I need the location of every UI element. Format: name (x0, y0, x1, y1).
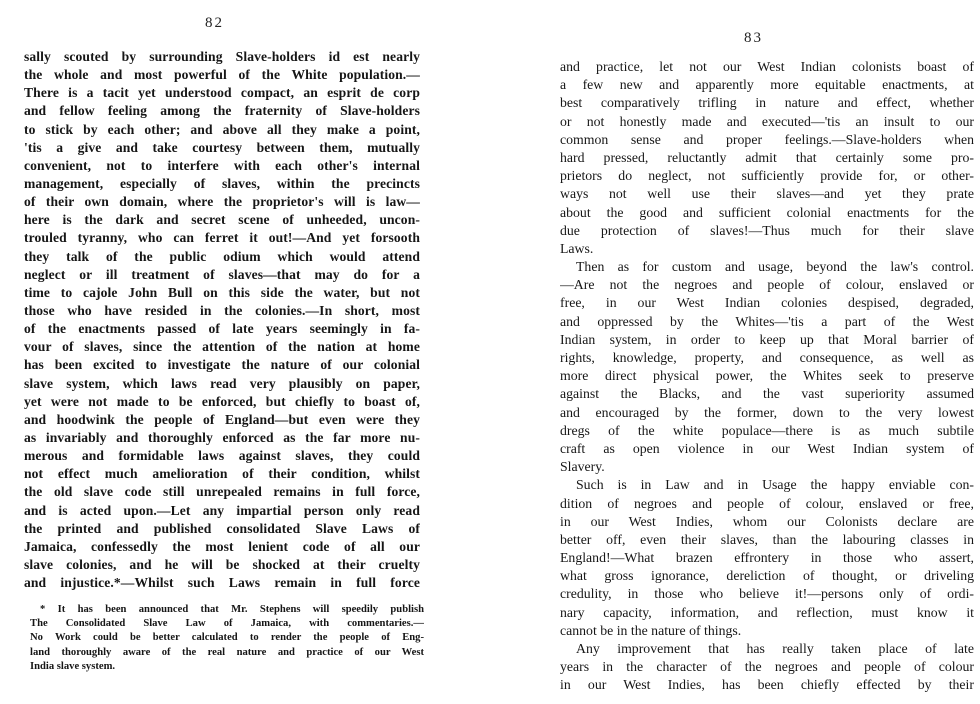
text-line: neglect or ill treatment of slaves—that may do for a (24, 266, 420, 282)
text-line: prietors do neglect, not sufficiently provide for, or other- (560, 168, 974, 184)
text-line: Jamaica, confessedly the most lenient code of all our (24, 538, 420, 554)
text-line: about the good and sufficient colonial enactments for the (560, 204, 974, 220)
footnote-line: The Consolidated Slave Law of Jamaica, with commentaries.— (30, 618, 424, 630)
text-line: rights, knowledge, property, and consequence, as well as (560, 350, 974, 365)
text-line: slave system, which laws read very plausibly on paper, (24, 375, 420, 391)
text-line: trouled tyranny, who can ferret it out!—And yet forsooth (24, 230, 420, 246)
text-line: Laws. (560, 240, 594, 256)
text-line: slave colonies, and he will be shocked at their cruelty (24, 556, 420, 572)
text-line: here is the dark and secret scene of unheeded, uncon- (24, 212, 420, 228)
text-line: England!—What brazen effrontery in those who assert, (560, 550, 974, 566)
text-line: yet were not made to be enforced, but chiefly to boast of, (24, 393, 420, 409)
text-line: better off, even their slaves, than the labouring classes in (560, 531, 974, 547)
text-line: to stick by each other; and above all they make a point, (24, 121, 420, 137)
page-number: 82 (205, 15, 224, 31)
text-line: in our West Indies, whom our Colonists declare are (560, 513, 974, 529)
text-line: cannot be in the nature of things. (560, 622, 742, 638)
text-line: and injustice.*—Whilst such Laws remain in full force (24, 575, 420, 591)
text-line: and is acted upon.—Let any impartial person only read (24, 502, 420, 518)
text-line: they talk of the public odium which would attend (24, 248, 420, 264)
text-line: —Are not the negroes and people of colour, enslaved or (560, 277, 974, 293)
body-text (560, 58, 974, 695)
text-line: best comparatively trifling in nature and effect, whether (560, 95, 974, 111)
text-line: convenient, not to interfere with each other's internal (24, 157, 420, 173)
text-line: and encouraged by the former, down to the very lowest (560, 404, 974, 420)
text-line: free, in our West Indian colonies despised, degraded, (560, 295, 974, 311)
text-line: against the Blacks, and the vast superiority assumed (560, 386, 974, 402)
body-text (24, 48, 420, 592)
text-line: and fellow feeling among the fraternity of Slave-holders (24, 103, 420, 119)
left-page (0, 0, 470, 704)
text-line: and hoodwink the people of England—but even were they (24, 411, 420, 427)
text-line: common sense and proper feelings.—Slave-holders when (560, 131, 974, 147)
text-line: Slavery. (560, 459, 605, 475)
text-line: the whole and most powerful of the White population.— (24, 67, 420, 83)
text-line: the old slave code still unrepealed remains in full force, (24, 484, 420, 500)
text-line: not effect much amelioration of their condition, whilst (24, 466, 420, 482)
text-line: vour of slaves, since the attention of the nation at home (24, 339, 420, 355)
text-line: There is a tacit yet understood compact, an esprit de corp (24, 85, 420, 101)
footnote-line: No Work could be better calculated to render the people of Eng- (30, 632, 424, 644)
text-line: sally scouted by surrounding Slave-holders id est nearly (24, 49, 420, 64)
text-line: those who have resided in the colonies.—In short, most (24, 302, 420, 318)
text-line: merous and formidable laws against slaves, they could (24, 448, 420, 464)
text-line: what gross ignorance, dereliction of thought, or driveling (560, 568, 974, 584)
text-line: Any improvement that has really taken place of late (576, 641, 974, 656)
footnote-line: * It has been announced that Mr. Stephens will speedily publish (40, 604, 424, 615)
text-line: has been excited to investigate the nature of our colonial (24, 357, 420, 373)
text-line: and practice, let not our West Indian colonists boast of (560, 59, 974, 74)
text-line: as invariably and thoroughly enforced as the far more nu- (24, 429, 420, 445)
text-line: in our West Indies, has been chiefly effected by their (560, 677, 974, 693)
text-line: of their own domain, where the proprietor's will is law— (24, 194, 420, 210)
text-line: a few new and apparently more equitable enactments, at (560, 77, 974, 93)
footnote (30, 603, 424, 674)
text-line: dition of negroes and people of colour, enslaved or free, (560, 495, 974, 511)
text-line: Then as for custom and usage, beyond the law's control. (576, 259, 974, 275)
text-line: Such is in Law and in Usage the happy enviable con- (576, 477, 974, 493)
text-line: hard pressed, reluctantly admit that certainly some pro- (560, 149, 974, 165)
text-line: Indian system, in order to keep up that Moral barrier of (560, 331, 974, 347)
text-line: more direct physical power, the Whites seek to preserve (560, 368, 974, 384)
text-line: 'tis a give and take courtesy between them, mutually (24, 139, 420, 155)
page-number: 83 (744, 30, 763, 46)
text-line: due protection of slaves!—Thus much for their slave (560, 222, 974, 238)
text-line: management, especially of slaves, within the precincts (24, 175, 420, 191)
text-line: the printed and published consolidated Slave Laws of (24, 520, 420, 536)
text-line: time to cajole John Bull on this side the water, but not (24, 284, 420, 300)
text-line: dregs of the white populace—there is as much subtile (560, 422, 974, 438)
text-line: craft as open violence in our West Indian system of (560, 440, 974, 456)
footnote-line: land thoroughly aware of the real nature and practice of our West (30, 646, 424, 658)
text-line: credulity, in those who believe it!—persons only of ordi- (560, 586, 974, 602)
footnote-line: India slave system. (30, 660, 116, 672)
text-line: or not honestly made and executed—'tis an insult to our (560, 113, 974, 129)
text-line: and oppressed by the Whites—'tis a part of the West (560, 313, 974, 329)
text-line: of the enactments passed of late years seemingly in fa- (24, 321, 420, 337)
text-line: ways not well use their slaves—and yet they prate (560, 186, 974, 202)
text-line: years in the character of the negroes and people of colour (560, 659, 974, 675)
right-page (540, 0, 980, 704)
text-line: nary capacity, information, and reflection, must know it (560, 604, 974, 620)
